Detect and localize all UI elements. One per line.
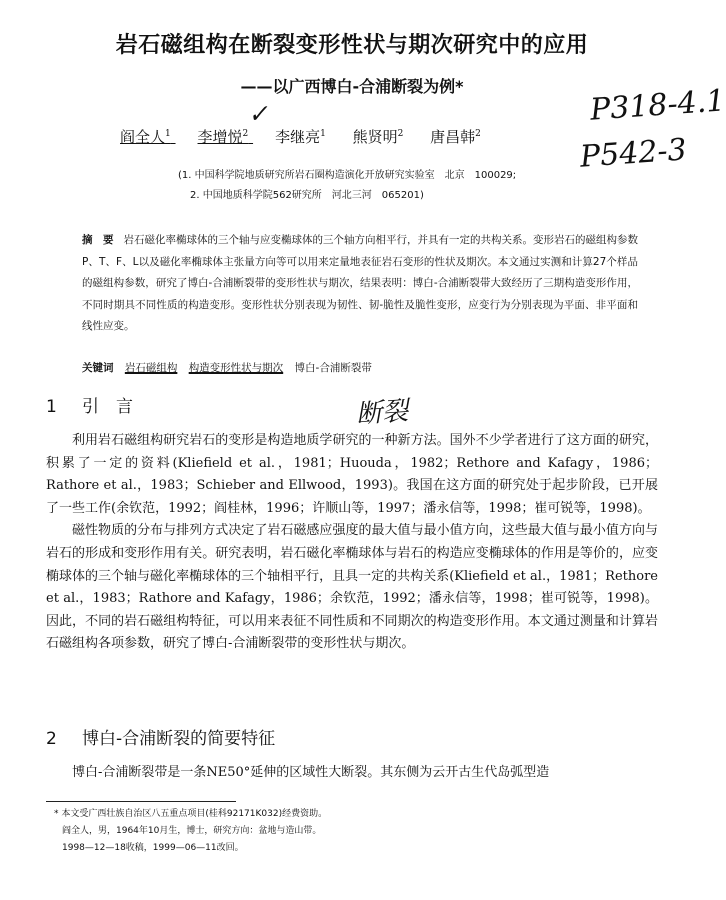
footnotes [46,806,658,857]
keyword: 博白-合浦断裂带 [294,362,372,374]
author-list [120,126,600,147]
affiliation: 2. 中国地质科学院562研究所 河北三河 065201) [190,190,424,201]
author: 阎全人$^1$ [120,128,171,146]
paragraph: 博白-合浦断裂带是一条NE50°延伸的区域性大断裂。其东侧为云开古生代岛弧型造 [72,765,550,780]
handwritten-annotation: 断裂 [355,396,410,430]
handwritten-check: ✓ [247,99,270,129]
author: 唐昌韩$^2$ [430,128,481,146]
section-title: 引 言 [82,397,133,417]
paper-title: 岩石磁组构在断裂变形性状与期次研究中的应用 [115,33,589,58]
footnote: 阎全人，男，1964年10月生，博士，研究方向：盆地与造山带。 [62,826,322,836]
section-heading [46,724,275,749]
paragraph: 磁性物质的分布与排列方式决定了岩石磁感应强度的最大值与最小值方向，这些最大值与最小值方向与岩石的形成和变形作用有关。研究表明，岩石磁化率椭球体与岩石的构造应变椭球体的作用是等价的，应变椭球体的三个轴与磁化率椭球体的三个轴相平行，且具一定的共构关系(Kliefield et al.，1981；Rethore et al.，1983；Rathore and Kafagy，1986；余钦范，1992；潘永信等，1998；崔可锐等，1998)。因此，不同的岩石磁组构特征，可以用来表征不同性质和不同期次的构造变形作用。本文通过测量和计算岩石磁组构各项参数，研究了博白-合浦断裂带的变形性状与期次。 [46,523,658,652]
section-number: 2 [46,729,57,749]
abstract [82,230,638,338]
footnote-divider [46,801,236,802]
handwritten-note: P318-4.1 [588,83,726,128]
section-2-body [46,762,658,785]
keyword: 岩石磁组构 [124,362,178,374]
author: 熊贤明$^2$ [352,128,404,146]
paragraph: 利用岩石磁组构研究岩石的变形是构造地质学研究的一种新方法。国外不少学者进行了这方面的研究，积累了一定的资料(Kliefield et al.，1981；Huouda，1982；Rethore and Kafagy，1986；Rathore et al.，1983；Schieber and Ellwood，1993)。我国在这方面的研究处于起步阶段，已开展了一些工作(余钦范，1992；阎桂林，1996；许顺山等，1997；潘永信等，1998；崔可锐等，1998)。 [46,433,658,516]
handwritten-note: P542-3 [578,132,688,175]
abstract-text: 岩石磁化率椭球体的三个轴与应变椭球体的三个轴方向相平行，并具有一定的共构关系。变形岩石的磁组构参数P、T、F、L以及磁化率椭球体主张量方向等可以用来定量地表征岩石变形的性状及期次。本文通过实测和计算27个样品的磁组构参数，研究了博白-合浦断裂带的变形性状与期次，结果表明：博白-合浦断裂带大致经历了三期构造变形作用，不同时期具不同性质的构造变形。变形性状分别表现为韧性、韧-脆性及脆性变形，应变行为分别表现为平面、非平面和线性应变。 [82,234,638,332]
keyword: 构造变形性状与期次 [188,362,284,374]
section-number: 1 [46,397,57,417]
keywords [82,360,642,375]
paper-subtitle: ——以广西博白-合浦断裂为例* [240,77,464,96]
footnote: 1998—12—18收稿，1999—06—11改回。 [62,843,244,853]
abstract-label: 摘 要 [82,234,114,246]
affiliation: (1. 中国科学院地质研究所岩石圈构造演化开放研究实验室 北京 100029; [178,170,517,181]
keywords-label: 关键词 [82,362,114,374]
author: 李继亮$^1$ [275,128,326,146]
section-1-body [46,430,658,656]
section-heading [46,392,133,417]
author: 李增悦$^2$ [197,128,249,146]
footnote: * 本文受广西壮族自治区八五重点项目(桂科92171K032)经费资助。 [54,809,328,819]
section-title: 博白-合浦断裂的简要特征 [82,729,276,749]
